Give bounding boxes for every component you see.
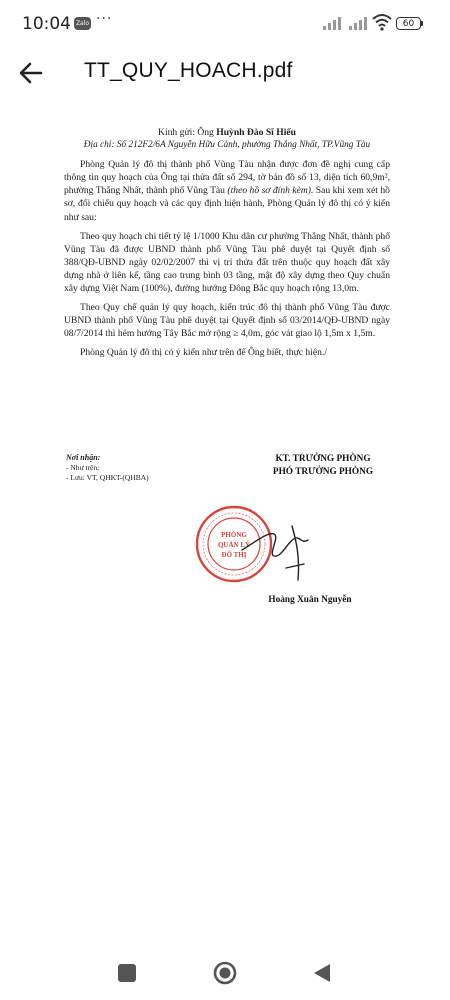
system-nav-bar — [0, 944, 450, 1000]
paragraph-3: Phòng Quản lý đô thị có ý kiến như trên để Ông biết, thực hiện./ — [80, 347, 328, 359]
stamp-text: ĐÔ THỊ — [221, 551, 247, 559]
paragraph-2: Theo Quy chế quản lý quy hoạch, kiến trúc đô thị thành phố Vũng Tàu được UBND thành phố Vũng Tàu phê duyệt tại Quyết định số 03/2014/QĐ-UBND ngày 08/7/2014 thì hẻm hướng Tây Bắc mở rộng ≥ 4,0m, góc vát giao lộ 1,5m x 1,5m. — [64, 302, 390, 340]
intro-note: (theo hồ sơ đính kèm). — [227, 185, 314, 197]
back-triangle-icon[interactable] — [312, 962, 332, 984]
recipient-line: - Lưu: VT, QHKT-(QHBA) — [66, 473, 149, 482]
intro-text-b: Sau khi xem xét hồ sơ, đối chiếu quy hoạch và các quy định hiện hành, Phòng Quản lý đô thị có ý kiến như sau: — [64, 185, 390, 223]
signer-name: Hoàng Xuân Nguyễn — [268, 595, 352, 605]
signal-icon — [322, 16, 344, 30]
paragraph-1: Theo quy hoạch chi tiết tỷ lệ 1/1000 Khu dân cư phường Thắng Nhất, thành phố Vũng Tàu đã được UBND thành phố Vũng Tàu phê duyệt tại Quyết định số 388/QĐ-UBND ngày 02/02/2007 thì vị trí thửa đất trên thuộc quy hoạch đất xây dựng nhà ở liên kế, tầng cao trung bình 03 tầng, mật độ xây dựng theo Quy chuẩn xây dựng Việt Nam (100%), đường hướng Đông Bắc quy hoạch rộng 13,0m. — [64, 230, 390, 295]
signal-icon — [348, 16, 370, 30]
status-time: 10:04 — [22, 14, 71, 34]
more-notifications-icon: ··· — [96, 11, 113, 27]
handwritten-signature-icon — [238, 510, 328, 582]
signer-title: KT. TRƯỞNG PHÒNG — [275, 454, 371, 464]
intro-paragraph — [64, 158, 390, 223]
arrow-left-icon[interactable] — [14, 56, 48, 90]
greeting — [64, 126, 390, 139]
recipient-name: Huỳnh Đào Sĩ Hiếu — [216, 127, 296, 138]
status-bar — [0, 0, 450, 50]
recent-apps-icon[interactable] — [118, 964, 136, 982]
recipient-address: Địa chỉ: Số 212F2/6A Nguyễn Hữu Cảnh, phường Thắng Nhất, TP.Vũng Tàu — [83, 140, 371, 151]
letter-body — [64, 126, 390, 360]
zalo-notification-icon: Zalo — [74, 17, 91, 30]
home-icon[interactable] — [213, 961, 237, 985]
battery-icon: 60 — [396, 17, 421, 30]
signer-subtitle: PHÓ TRƯỞNG PHÒNG — [272, 467, 374, 477]
wifi-icon — [372, 13, 392, 31]
document-title: TT_QUY_HOACH.pdf — [84, 59, 293, 82]
pdf-page[interactable] — [0, 100, 450, 940]
greeting-prefix: Kính gửi: Ông — [158, 127, 217, 138]
stamp-text: QUẢN LÝ — [217, 541, 251, 549]
app-toolbar — [0, 50, 450, 96]
recipients-block — [66, 453, 149, 483]
signer-block — [262, 453, 384, 479]
recipients-heading: Nơi nhận: — [66, 453, 101, 462]
battery-tip — [421, 21, 423, 26]
recipient-line: - Như trên; — [66, 463, 100, 472]
stamp-text: PHÒNG — [221, 531, 247, 539]
intro-text-a: Phòng Quản lý đô thị thành phố Vũng Tàu nhận được đơn đề nghị cung cấp thông tin quy hoạch của Ông tại thửa đất số 294, tờ bản đồ số 13, diện tích 60,9m², phường Thắng Nhất, thành phố Vũng Tàu — [64, 159, 390, 197]
